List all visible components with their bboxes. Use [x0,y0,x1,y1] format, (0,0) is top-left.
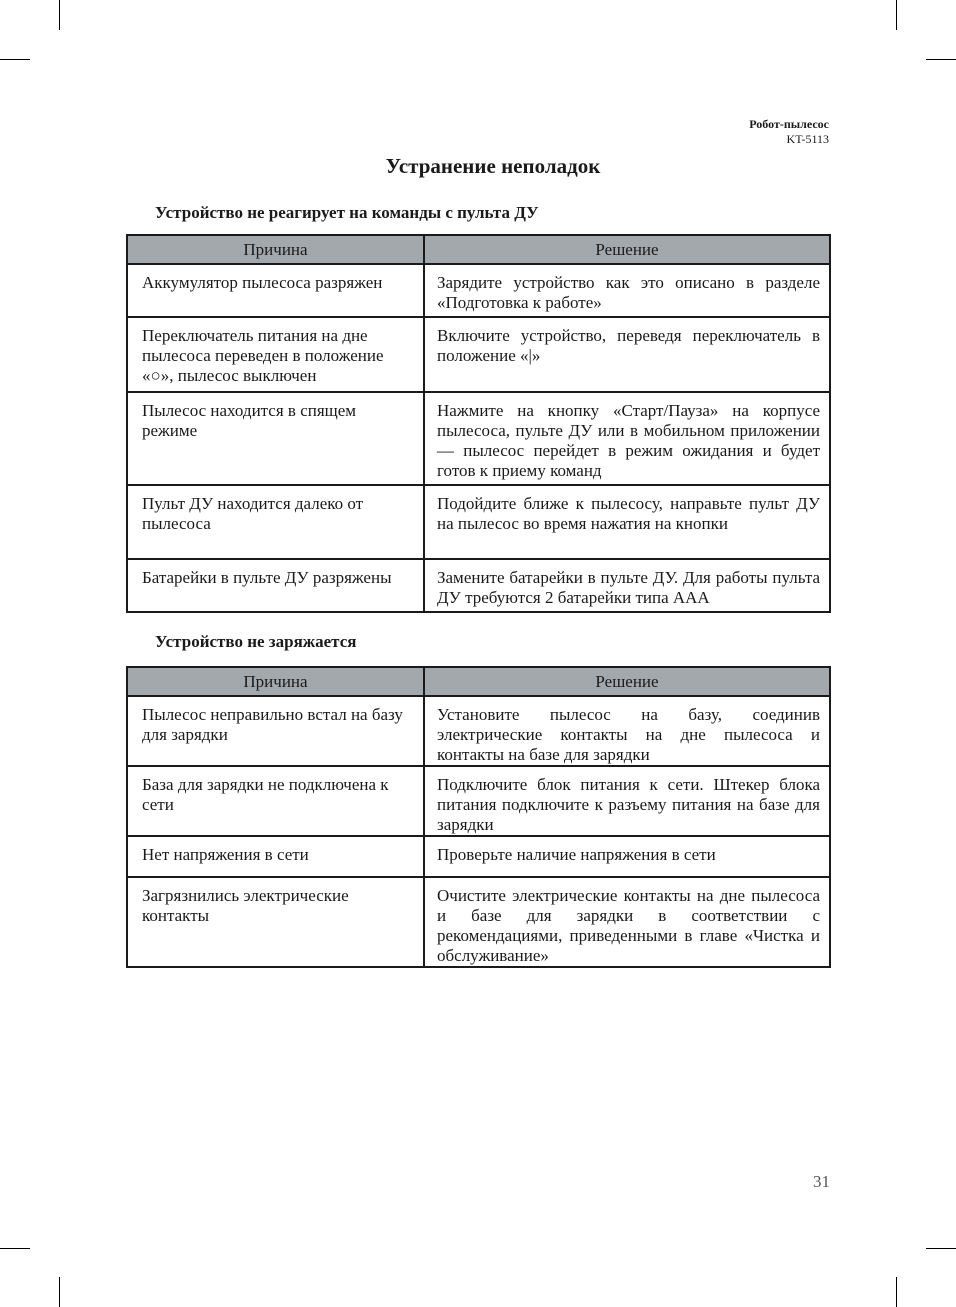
solution-cell: Подключите блок питания к сети. Штекер блока питания подключите к разъему питания на базе для зарядки [424,766,830,836]
cause-cell: Аккумулятор пылесоса разряжен [127,264,424,317]
column-header-solution: Решение [424,235,830,264]
column-header-cause: Причина [127,235,424,264]
table-row [127,559,830,612]
column-header-solution: Решение [424,667,830,696]
cause-cell: Загрязнились электрические контакты [127,877,424,967]
table-row [127,766,830,836]
crop-mark [0,1248,30,1249]
crop-mark [896,1277,897,1307]
cause-cell: Пылесос находится в спящем режиме [127,392,424,485]
solution-cell: Нажмите на кнопку «Старт/Пауза» на корпусе пылесоса, пульте ДУ или в мобильном приложении — пылесос перейдет в режим ожидания и будет готов к приему команд [424,392,830,485]
solution-cell: Зарядите устройство как это описано в разделе «Подготовка к работе» [424,264,830,317]
table-row [127,264,830,317]
product-name: Робот-пылесос [749,117,829,131]
solution-cell: Проверьте наличие напряжения в сети [424,836,830,877]
section-title-charging: Устройство не заряжается [155,632,357,651]
solution-cell: Установите пылесос на базу, соединив электрические контакты на дне пылесоса и контакты на базе для зарядки [424,696,830,766]
page-title: Устранение неполадок [385,154,601,178]
cause-cell: Пульт ДУ находится далеко от пылесоса [127,485,424,559]
solution-cell: Включите устройство, переведя переключатель в положение «|» [424,317,830,392]
solution-cell: Очистите электрические контакты на дне пылесоса и базе для зарядки в соответствии с рекомендациями, приведенными в главе «Чистка и обслуживание» [424,877,830,967]
cause-cell: Батарейки в пульте ДУ разряжены [127,559,424,612]
crop-mark [59,0,60,30]
cause-cell: Нет напряжения в сети [127,836,424,877]
table-row [127,485,830,559]
running-header [749,117,829,147]
crop-mark [896,0,897,30]
table-row [127,836,830,877]
table-row [127,317,830,392]
page-number: 31 [813,1172,830,1191]
cause-cell: Переключатель питания на дне пылесоса переведен в положение «○», пылесос выключен [127,317,424,392]
troubleshooting-table-remote [126,234,831,613]
cause-cell: Пылесос неправильно встал на базу для зарядки [127,696,424,766]
section-title-remote: Устройство не реагирует на команды с пульта ДУ [155,203,539,222]
crop-mark [0,59,30,60]
table-row [127,392,830,485]
model-number: KT-5113 [786,132,829,146]
column-header-cause: Причина [127,667,424,696]
crop-mark [926,59,956,60]
cause-cell: База для зарядки не подключена к сети [127,766,424,836]
crop-mark [59,1277,60,1307]
troubleshooting-table-charging [126,666,831,968]
table-row [127,696,830,766]
crop-mark [926,1248,956,1249]
solution-cell: Замените батарейки в пульте ДУ. Для работы пульта ДУ требуются 2 батарейки типа AAA [424,559,830,612]
solution-cell: Подойдите ближе к пылесосу, направьте пульт ДУ на пылесос во время нажатия на кнопки [424,485,830,559]
table-row [127,877,830,967]
